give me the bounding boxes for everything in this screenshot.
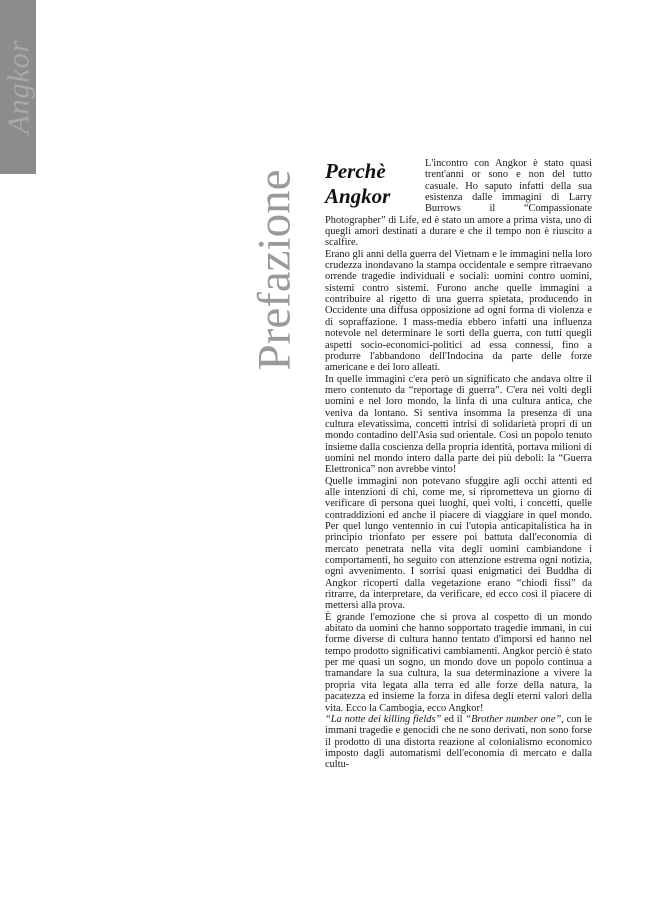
final-connector: ed il: [441, 713, 466, 725]
film-title-2: “Brother number one”: [465, 713, 562, 725]
paragraph: Quelle immagini non potevano sfuggire agli occhi attenti ed alle intenzioni di chi, come me, si riprometteva un giorno di verificare di persona quei luoghi, quei volti, i concetti, quelle contraddizioni ed anche il piacere di viaggiare in quel mondo. Per quel lungo ventennio in cui l'utopia anticapitalistica ha in principio trionfato per essere poi battuta dall'economia di mercato penetrata nella vita degli uomini cambiandone i comportamenti, ho seguito con attenzione estrema ogni notizia, ogni avvenimento. I sorrisi quasi enigmatici dei Buddha di Angkor ricoperti dalla vegetazione erano “chiodi fissi” da ritrarre, da interpretare, da verificare, ed ecco così il piacere di mettersi alla prova.: [325, 475, 592, 612]
final-suffix: , con le immani tragedie e genocidi che ne sono derivati, non sono forse il prodotto di una distorta reazione al colonialismo economico imposto dagli automatismi dell'economia di mercato e dalla cultu-: [325, 713, 592, 771]
headline-line-1: Perchè: [325, 159, 386, 183]
paragraph: In quelle immagini c'era però un significato che andava oltre il mero contenuto da “reportage di guerra”. C'era nei volti degli uomini e nel loro mondo, la linfa di una cultura antica, che veniva da lontano. Si sentiva insomma la presenza di una cultura elevatissima, concetti intrisi di solidarietà propri di un mondo contadino dell'Asia sud orientale. Così un popolo tenuto insieme dalla coscienza della propria identità, portava milioni di uomini nel mondo intero dalla parte dei più deboli: la “Guerra Elettronica” non avrebbe vinto!: [325, 373, 592, 476]
article-headline: [325, 159, 417, 209]
paragraph: L'incontro con Angkor è stato quasi trent'anni or sono e non del tutto casuale. Ho saputo infatti della sua esistenza dalle immagini di Larry Burrows il “Compassionate Photographer” di Life, ed è stato un amore a prima vista, uno di quegli amori destinati a durare e che il tempo non è riuscito a scalfire.: [325, 158, 592, 249]
section-title-prefazione: Prefazione: [248, 169, 301, 371]
paragraph: È grande l'emozione che si prova al cospetto di un mondo abitato da uomini che hanno sopportato tragedie immani, in cui forme diverse di cultura hanno tentato d'imporsi ed hanno nel tempo prodotto significativi cambiamenti. Angkor perciò è stato per me quasi un sogno, un mondo dove un popolo continua a tramandare la sua cultura, la sua determinazione a vivere la propria vita legata alla terra ed alle forze della natura, la pacatezza ed insieme la forza in difesa degli eterni valori della vita. Ecco la Cambogia, ecco Angkor!: [325, 611, 592, 714]
headline-line-2: Angkor: [325, 184, 391, 208]
book-title-vertical: Angkor: [0, 39, 36, 135]
paragraph-final: [325, 714, 592, 771]
corner-accent-block: [0, 0, 36, 174]
article-body: [325, 158, 592, 771]
article-column: [325, 158, 592, 771]
film-title-1: “La notte dei killing fields”: [325, 713, 442, 725]
section-title-container: [236, 148, 314, 392]
paragraph: Erano gli anni della guerra del Vietnam e le immagini nella loro crudezza inondavano la stampa occidentale e sempre ritraevano orrende tragedie individuali e sociali: uomini contro uomini, sistemi contro sistemi. Furono anche quelle immagini a contribuire al rigetto di una guerra spietata, producendo in Occidente una diffusa opposizione ad ogni forma di violenza e di sopraffazione. I mass-media ebbero infatti una influenza notevole nel determinare le sorti della guerra, con tutti quegli aspetti socio-economici-politici ad essa connessi, fino a produrre l'abbandono dell'Indocina da parte delle forze americane e dei loro alleati.: [325, 248, 592, 374]
